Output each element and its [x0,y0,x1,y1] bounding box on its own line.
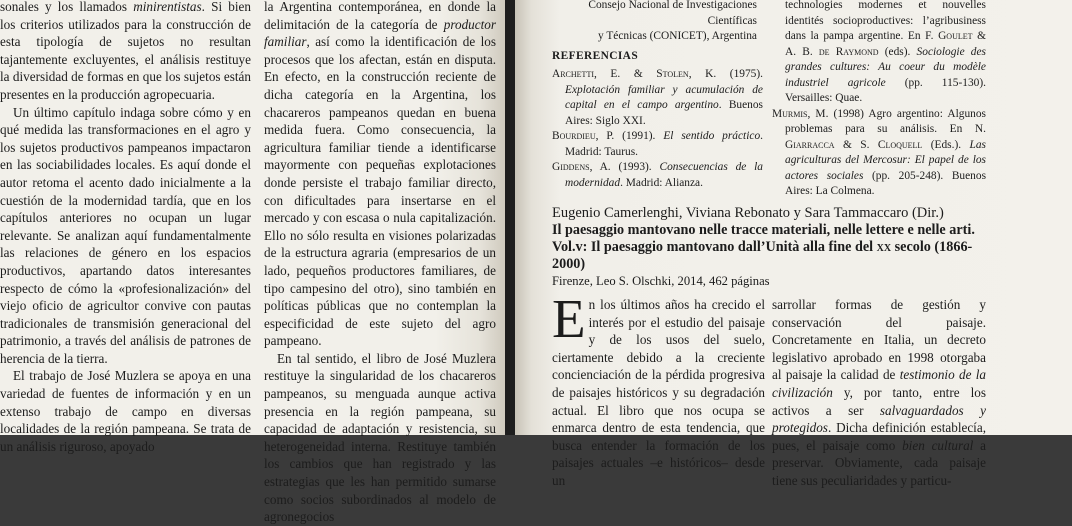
left-column-2 [264,0,496,526]
references-list-right [772,0,986,200]
paragraph: sarrollar formas de gestión y conservación del paisaje. Concretamente en Italia, un decreto legislativo aprobado en 1998 otorgaba al paisaje la calidad de testimonio de la civilización y, por tanto, entre los activos a ser salvaguardados y protegidos. Dicha definición establecía, pues, el paisaje como bien cultural a preservar. Obviamente, cada paisaje tiene sus peculiaridades y particu- [772,297,987,488]
paragraph [552,288,765,490]
affiliation-line: Consejo Nacional de Investigaciones Científicas [588,0,757,27]
review-body-column-2 [772,296,986,490]
review-header [552,204,992,290]
affiliation-line: y Técnicas (CONICET), Argentina [597,30,757,42]
drop-cap: E [552,288,586,349]
review-body-column-1 [552,288,765,490]
reference-entry-continued: technologies modernes et nouvelles identités socioproductives: l’agribusiness dans la pampa argentine. En F. Goulet & A. B. de Raymond (eds). Sociologie des grandes cultures: Au coeur du modèle industriel agricole (pp. 115-130). Versailles: Quae. [785,0,986,104]
paragraph: En tal sentido, el libro de José Muzlera restituye la singularidad de los chacareros pampeanos, su menguada aunque activa presencia en la región pampeana, su capacidad de adaptación y resistencia, su heterogeneidad interna. Restituye también los cambios que han registrado y las estrategias que les han permitido sumarse como socios subordinados al modelo de agronegocios [264,350,496,525]
book-gutter [505,0,515,435]
right-page [515,0,1072,488]
left-column-1 [0,0,251,455]
review-publication-info: Firenze, Leo S. Olschki, 2014, 462 páginas [552,274,770,288]
left-page [0,0,505,525]
paragraph: Un último capítulo indaga sobre cómo y en qué medida las transformaciones en el agro y los sujetos productivos pampeanos impactaron en las sociabilidades locales. Es aquí donde el autor retoma el acento dado inicialmente a la cuestión de la modernidad tardía, que en los capítulos anteriores no ocupan un lugar relevante. Se analizan aquí fundamentalmente las relaciones de género en los espacios productivos, apartando datos interesantes respecto de cómo la «profesionalización» del viejo oficio de agricultor convive con pautas tradicionales de transmisión generacional del patrimonio, a través del análisis de patrones de herencia de la tierra. [0,104,251,366]
reference-entry: Bourdieu, P. (1991). El sentido práctico. Madrid: Taurus. [552,130,763,158]
paragraph: El trabajo de José Muzlera se apoya en una variedad de fuentes de información y en un extenso trabajo de campo en diversas localidades de la región pampeana. Se trata de un análisis riguroso, apoyado [0,368,251,454]
author-affiliation [552,0,757,45]
reference-entry: Murmis, M. (1998) Agro argentino: Algunos problemas para su análisis. En N. Giarracca & S. Cloquell (Eds.). Las agriculturas del Mercosur: El papel de los actores sociales (pp. 205-248). Buenos Aires: La Colmena. [772,107,986,197]
paragraph: la Argentina contemporánea, en donde la delimitación de la categoría de productor familiar, así como la identificación de los procesos que los afectan, están en disputa. En efecto, en la construcción reciente de dicha categoría en la Argentina, los chacareros pampeanos quedan en buena medida fuera. Como consecuencia, la agricultura familiar tiende a identificarse mayormente con pequeñas explotaciones donde persiste el trabajo familiar directo, con dificultades para insertarse en el mercado y con escasa o nula capitalización. Ello no sólo resulta en visiones polarizadas de la estructura agraria (empresarios de un lado, pequeños productores familiares, de tipo campesino del otro), sino también en políticas públicas que no contemplan la especificidad de este sujeto del agro pampeano. [264,0,496,349]
references-list-left [552,67,763,191]
reference-entry: Giddens, A. (1993). Consecuencias de la modernidad. Madrid: Alianza. [552,161,763,189]
review-authors: Eugenio Camerlenghi, Viviana Rebonato y Sara Tammaccaro (Dir.) [552,205,944,221]
paragraph: sonales y los llamados minirentistas. Si bien los criterios utilizados para la construcción de esta tipología de sujetos no resultan tajantemente excluyentes, el análisis restituye la diversidad de formas en que los sujetos están presentes en la producción agropecuaria. [0,0,252,102]
review-book-title: Il paesaggio mantovano nelle tracce materiali, nelle lettere e nelle arti. Vol.v: Il paesaggio mantovano dall’Unità alla fine del xx secolo (1866-2000) [552,222,975,272]
reference-entry: Archetti, E. & Stolen, K. (1975). Explotación familiar y acumulación de capital en el campo argentino. Buenos Aires: Siglo XXI. [552,68,763,127]
paragraph-text: n los últimos años ha crecido el interés por el estudio del paisaje y de los usos del suelo, ciertamente debido a la creciente concienciación de la pérdida progresiva de paisajes históricos y su degradación actual. El libro que nos ocupa se enmarca dentro de esta tendencia, que busca entender la formación de los paisajes actuales –e históricos– desde un [552,297,765,488]
references-heading: REFERENCIAS [552,50,639,62]
